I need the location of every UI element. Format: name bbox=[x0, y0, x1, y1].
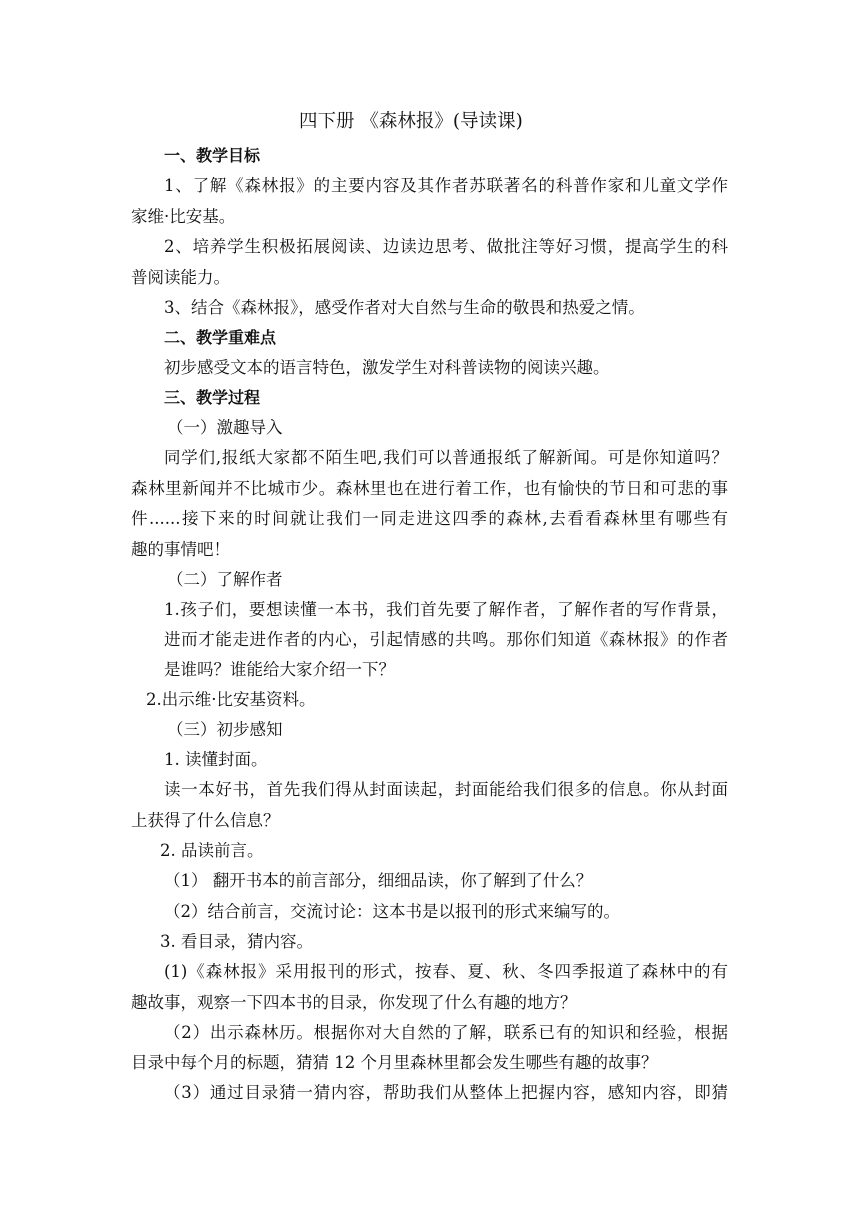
paragraph-line: 目录中每个月的标题，猜猜 12 个月里森林里都会发生哪些有趣的故事？ bbox=[131, 1053, 658, 1072]
section-heading-objectives: 一、教学目标 bbox=[164, 146, 261, 165]
step-title: 1. 读懂封面。 bbox=[164, 750, 268, 769]
paragraph-line: (1)《森林报》采用报刊的形式，按春、夏、秋、冬四季报道了森林中的有 bbox=[164, 962, 728, 981]
document-title: 四下册 《森林报》(导读课) bbox=[299, 111, 523, 132]
paragraph-line: 普阅读能力。 bbox=[131, 268, 230, 287]
paragraph-line: 初步感受文本的语言特色，激发学生对科普读物的阅读兴趣。 bbox=[164, 358, 610, 377]
paragraph-line: 上获得了什么信息？ bbox=[131, 811, 280, 830]
step-title: 3. 看目录，猜内容。 bbox=[160, 932, 313, 951]
paragraph-line: （2）出示森林历。根据你对大自然的了解，联系已有的知识和经验，根据 bbox=[164, 1023, 728, 1042]
paragraph-line: （3）通过目录猜一猜内容，帮助我们从整体上把握内容，感知内容，即猜 bbox=[164, 1083, 728, 1102]
paragraph-line: 进而才能走进作者的内心，引起情感的共鸣。那你们知道《森林报》的作者 bbox=[164, 630, 728, 649]
paragraph-line: 读一本好书，首先我们得从封面读起，封面能给我们很多的信息。你从封面 bbox=[164, 780, 728, 799]
paragraph-line: 2.出示维·比安基资料。 bbox=[146, 690, 316, 709]
paragraph-line: 同学们,报纸大家都不陌生吧,我们可以普通报纸了解新闻。可是你知道吗？ bbox=[164, 448, 728, 467]
paragraph-line: 2、培养学生积极拓展阅读、边读边思考、做批注等好习惯，提高学生的科 bbox=[164, 237, 728, 256]
paragraph-line: 家维·比安基。 bbox=[131, 207, 236, 226]
subsection-heading: （一）激趣导入 bbox=[167, 418, 283, 437]
paragraph-line: 1、了解《森林报》的主要内容及其作者苏联著名的科普作家和儿童文学作 bbox=[164, 176, 728, 195]
subsection-heading: （二）了解作者 bbox=[167, 570, 283, 589]
paragraph-line: 3、结合《森林报》，感受作者对大自然与生命的敬畏和热爱之情。 bbox=[164, 298, 645, 317]
step-title: 2. 品读前言。 bbox=[160, 841, 264, 860]
paragraph-line: （2）结合前言，交流讨论：这本书是以报刊的形式来编写的。 bbox=[164, 902, 620, 921]
paragraph-line: 森林里新闻并不比城市少。森林里也在进行着工作，也有愉快的节日和可悲的事 bbox=[131, 479, 728, 498]
paragraph-line: 趣的事情吧！ bbox=[131, 540, 230, 559]
paragraph-line: （1） 翻开书本的前言部分，细细品读，你了解到了什么？ bbox=[164, 871, 593, 890]
subsection-heading: （三）初步感知 bbox=[167, 720, 283, 739]
section-heading-process: 三、教学过程 bbox=[164, 388, 261, 407]
paragraph-line: 件......接下来的时间就让我们一同走进这四季的森林,去看看森林里有哪些有 bbox=[131, 509, 728, 528]
paragraph-line: 趣故事，观察一下四本书的目录，你发现了什么有趣的地方？ bbox=[131, 993, 577, 1012]
paragraph-line: 是谁吗？谁能给大家介绍一下？ bbox=[164, 660, 395, 679]
paragraph-line: 1.孩子们，要想读懂一本书，我们首先要了解作者，了解作者的写作背景， bbox=[164, 600, 728, 619]
section-heading-keypoints: 二、教学重难点 bbox=[164, 328, 277, 347]
